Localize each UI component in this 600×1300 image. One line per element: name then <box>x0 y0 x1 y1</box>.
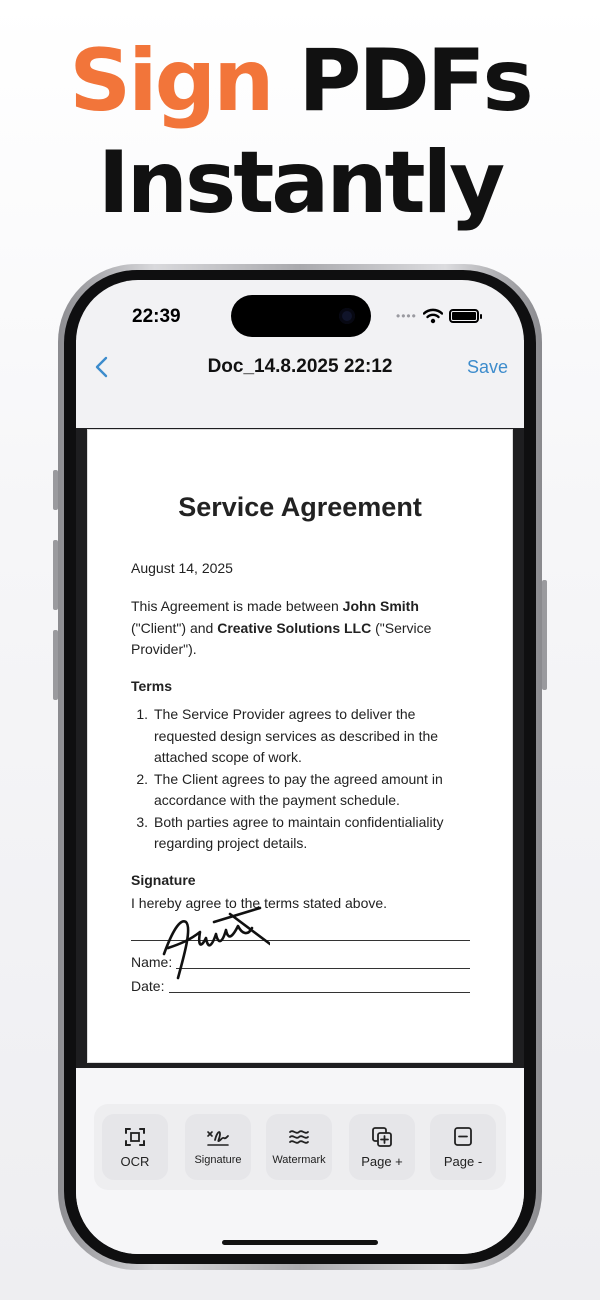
battery-icon <box>449 309 479 323</box>
dynamic-island <box>231 295 371 337</box>
phone-side-button <box>53 470 58 510</box>
editing-toolbar <box>94 1104 506 1190</box>
signature-icon <box>206 1126 230 1148</box>
add-page-label: Page + <box>361 1154 403 1169</box>
ocr-button[interactable] <box>102 1114 168 1180</box>
name-label: Name: <box>131 954 173 970</box>
home-indicator[interactable] <box>222 1240 378 1245</box>
status-time: 22:39 <box>132 306 181 327</box>
document-page[interactable] <box>88 430 512 1062</box>
term-item <box>131 769 471 812</box>
document-title: Doc_14.8.2025 22:12 <box>207 356 393 377</box>
headline-accent-word: Sign <box>69 31 272 131</box>
term-number: 2. <box>136 770 148 787</box>
terms-heading: Terms <box>131 678 172 694</box>
add-page-icon <box>370 1126 394 1148</box>
terms-list <box>131 704 471 855</box>
term-text: Both parties agree to maintain confidentialiality regarding project details. <box>154 813 444 851</box>
signature-label: Signature <box>194 1154 242 1166</box>
term-item <box>131 812 471 855</box>
phone-side-button <box>53 540 58 610</box>
term-item <box>131 704 471 769</box>
intro-text: This Agreement is made between <box>131 598 343 614</box>
date-label: Date: <box>131 978 165 994</box>
date-line <box>169 992 470 993</box>
wifi-icon <box>423 308 443 324</box>
agreement-intro <box>131 596 461 661</box>
headline-line-2: Instantly <box>97 133 503 233</box>
remove-page-icon <box>451 1126 475 1148</box>
remove-page-label: Page - <box>443 1154 483 1169</box>
save-button[interactable]: Save <box>466 357 508 377</box>
watermark-label: Watermark <box>272 1154 326 1166</box>
phone-screen <box>76 280 524 1254</box>
status-icons <box>396 306 479 326</box>
term-number: 3. <box>136 813 148 830</box>
term-text: The Client agrees to pay the agreed amount in accordance with the payment schedule. <box>154 770 443 808</box>
camera-icon <box>339 308 355 324</box>
phone-side-button <box>53 630 58 700</box>
term-text: The Service Provider agrees to deliver the requested design services as described in the attached scope of work. <box>154 706 439 765</box>
client-name: John Smith <box>342 598 419 614</box>
headline-line-1 <box>0 31 600 131</box>
ocr-scan-icon <box>123 1126 147 1148</box>
ocr-label: OCR <box>120 1154 150 1169</box>
agreement-title: Service Agreement <box>178 492 422 522</box>
provider-name: Creative Solutions LLC <box>217 619 372 636</box>
agreement-date: August 14, 2025 <box>131 560 233 576</box>
phone-side-button <box>542 580 547 690</box>
remove-page-button[interactable] <box>430 1114 496 1180</box>
add-page-button[interactable] <box>349 1114 415 1180</box>
nav-bar <box>76 340 524 428</box>
signature-heading: Signature <box>131 872 196 888</box>
headline-word: PDFs <box>298 31 531 131</box>
watermark-button[interactable] <box>266 1114 332 1180</box>
signature-statement: I hereby agree to the terms stated above. <box>131 895 388 911</box>
term-number: 1. <box>136 706 148 722</box>
signal-dots-icon: •••• <box>396 309 417 323</box>
bottom-sheet <box>76 1068 524 1254</box>
document-viewer[interactable] <box>76 428 524 1068</box>
intro-text: ("Service Provider"). <box>131 619 432 657</box>
watermark-icon <box>287 1126 311 1148</box>
signature-button[interactable] <box>185 1114 251 1180</box>
intro-text: ("Client") and <box>131 619 218 636</box>
handwritten-signature[interactable] <box>160 904 270 984</box>
